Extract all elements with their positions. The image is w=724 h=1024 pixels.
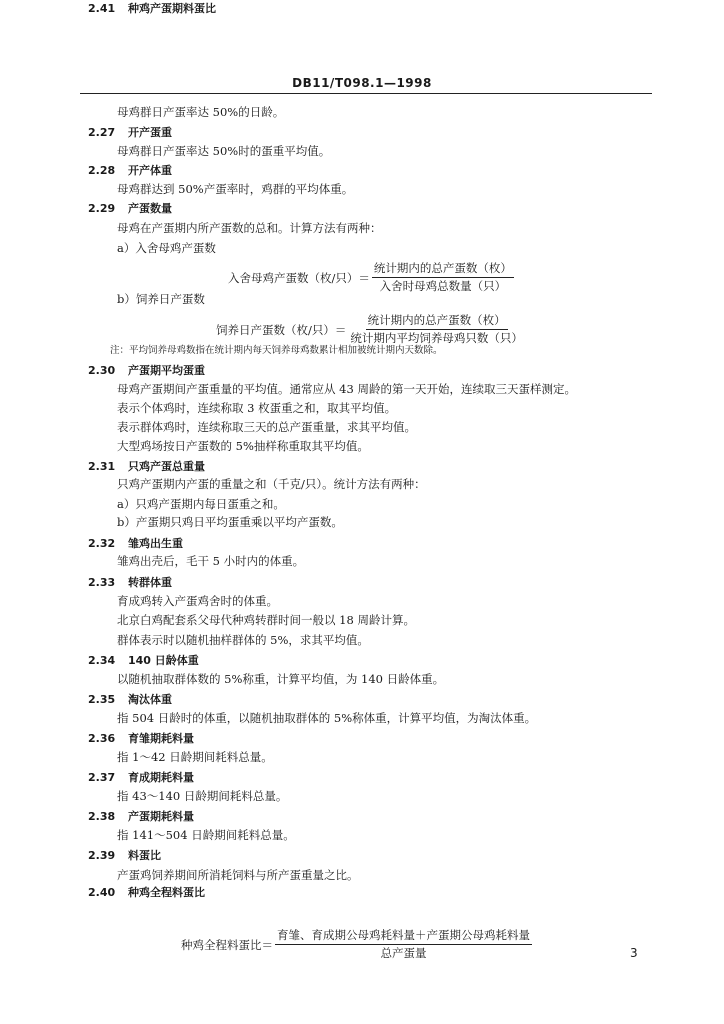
section-title: 开产蛋重 (128, 126, 172, 139)
section-number: 2.39 (88, 849, 116, 862)
section-title: 产蛋数量 (128, 202, 172, 215)
section-heading (88, 162, 172, 179)
body-text-line: 雏鸡出壳后，毛干 5 小时内的体重。 (117, 554, 305, 568)
section-number: 2.29 (88, 202, 116, 215)
formula-denominator: 统计期内平均饲养母鸡只数（只） (350, 331, 523, 345)
section-number: 2.41 (88, 2, 116, 15)
note-line: 注：平均饲养母鸡数指在统计期内每天饲养母鸡数累计相加被统计期内天数除。 (110, 345, 443, 356)
section-heading (88, 808, 194, 825)
section-heading (88, 535, 183, 552)
formula1-equation (228, 261, 514, 294)
section-number: 2.30 (88, 364, 116, 377)
section-heading (88, 124, 172, 141)
formula-fraction (348, 313, 525, 346)
formula-numerator: 育雏、育成期公母鸡耗料量＋产蛋期公母鸡耗料量 (275, 928, 532, 945)
formula-numerator: 统计期内的总产蛋数（枚） (372, 261, 514, 278)
header-rule (80, 93, 652, 94)
formula3-equation (181, 928, 532, 961)
body-text-line: b）饲养日产蛋数 (117, 292, 205, 306)
section-title: 产蛋期平均蛋重 (128, 364, 205, 377)
body-text-line: 指 43～140 日龄期间耗料总量。 (117, 789, 288, 803)
formula-lhs: 入舍母鸡产蛋数（枚/只）＝ (228, 270, 370, 285)
section-number: 2.33 (88, 576, 116, 589)
section-heading (88, 769, 194, 786)
section-heading (88, 652, 199, 669)
section-heading (88, 884, 205, 901)
body-text-line: 以随机抽取群体数的 5%称重，计算平均值，为 140 日龄体重。 (117, 672, 445, 686)
section-heading (88, 574, 172, 591)
section-number: 2.31 (88, 460, 116, 473)
section-number: 2.32 (88, 537, 116, 550)
section-number: 2.35 (88, 693, 116, 706)
body-text-line: 母鸡群日产蛋率达 50%的日龄。 (117, 105, 285, 119)
section-number: 2.37 (88, 771, 116, 784)
body-text-line: 产蛋鸡饲养期间所消耗饲料与所产蛋重量之比。 (117, 868, 359, 882)
section-title: 开产体重 (128, 164, 172, 177)
formula-denominator: 总产蛋量 (380, 946, 427, 960)
formula-numerator: 统计期内的总产蛋数（枚） (366, 313, 508, 330)
section-title: 淘汰体重 (128, 693, 172, 706)
section-title: 种鸡产蛋期料蛋比 (128, 2, 216, 15)
section-number: 2.40 (88, 886, 116, 899)
section-title: 转群体重 (128, 576, 172, 589)
body-text-line: 母鸡群达到 50%产蛋率时，鸡群的平均体重。 (117, 182, 354, 196)
body-text-line: 表示个体鸡时，连续称取 3 枚蛋重之和，取其平均值。 (117, 401, 397, 415)
body-text-line: 群体表示时以随机抽样群体的 5%，求其平均值。 (117, 633, 369, 647)
formula-fraction (275, 928, 532, 961)
section-heading (88, 200, 172, 217)
formula-denominator: 入舍时母鸡总数量（只） (379, 279, 507, 293)
page-number: 3 (630, 946, 638, 960)
body-text-line: 表示群体鸡时，连续称取三天的总产蛋重量，求其平均值。 (117, 420, 416, 434)
body-text-line: 母鸡群日产蛋率达 50%时的蛋重平均值。 (117, 144, 331, 158)
document-code-header: DB11/T098.1—1998 (292, 76, 432, 90)
section-title: 产蛋期耗料量 (128, 810, 194, 823)
formula2-equation (216, 313, 525, 346)
section-number: 2.27 (88, 126, 116, 139)
body-text-line: b）产蛋期只鸡日平均蛋重乘以平均产蛋数。 (117, 515, 343, 529)
body-text-line: 育成鸡转入产蛋鸡舍时的体重。 (117, 594, 278, 608)
section-title: 雏鸡出生重 (128, 537, 183, 550)
section-number: 2.28 (88, 164, 116, 177)
body-text-line: 指 141～504 日龄期间耗料总量。 (117, 828, 295, 842)
body-text-line: 北京白鸡配套系父母代种鸡转群时间一般以 18 周龄计算。 (117, 613, 415, 627)
section-title: 育雏期耗料量 (128, 732, 194, 745)
section-title: 只鸡产蛋总重量 (128, 460, 205, 473)
body-text-line: 母鸡产蛋期间产蛋重量的平均值。通常应从 43 周龄的第一天开始，连续取三天蛋样测定。 (117, 382, 576, 396)
section-heading (88, 0, 216, 17)
section-number: 2.36 (88, 732, 116, 745)
section-title: 育成期耗料量 (128, 771, 194, 784)
formula-lhs: 饲养日产蛋数（枚/只）＝ (216, 322, 347, 337)
section-heading (88, 458, 205, 475)
body-text-line: 指 504 日龄时的体重，以随机抽取群体的 5%称体重，计算平均值，为淘汰体重。 (117, 711, 537, 725)
body-text-line: a）入舍母鸡产蛋数 (117, 241, 216, 255)
body-text-line: a）只鸡产蛋期内每日蛋重之和。 (117, 497, 285, 511)
body-text-line: 大型鸡场按日产蛋数的 5%抽样称重取其平均值。 (117, 439, 369, 453)
section-heading (88, 362, 205, 379)
section-heading (88, 691, 172, 708)
formula-fraction (372, 261, 514, 294)
formula-lhs: 种鸡全程料蛋比＝ (181, 937, 273, 952)
body-text-line: 指 1～42 日龄期间耗料总量。 (117, 750, 273, 764)
section-number: 2.34 (88, 654, 116, 667)
section-heading (88, 730, 194, 747)
body-text-line: 只鸡产蛋期内产蛋的重量之和（千克/只）。统计方法有两种： (117, 477, 426, 491)
section-title: 料蛋比 (128, 849, 161, 862)
section-number: 2.38 (88, 810, 116, 823)
body-text-line: 母鸡在产蛋期内所产蛋数的总和。计算方法有两种： (117, 221, 382, 235)
section-title: 种鸡全程料蛋比 (128, 886, 205, 899)
section-heading (88, 847, 161, 864)
section-title: 140 日龄体重 (128, 654, 199, 667)
